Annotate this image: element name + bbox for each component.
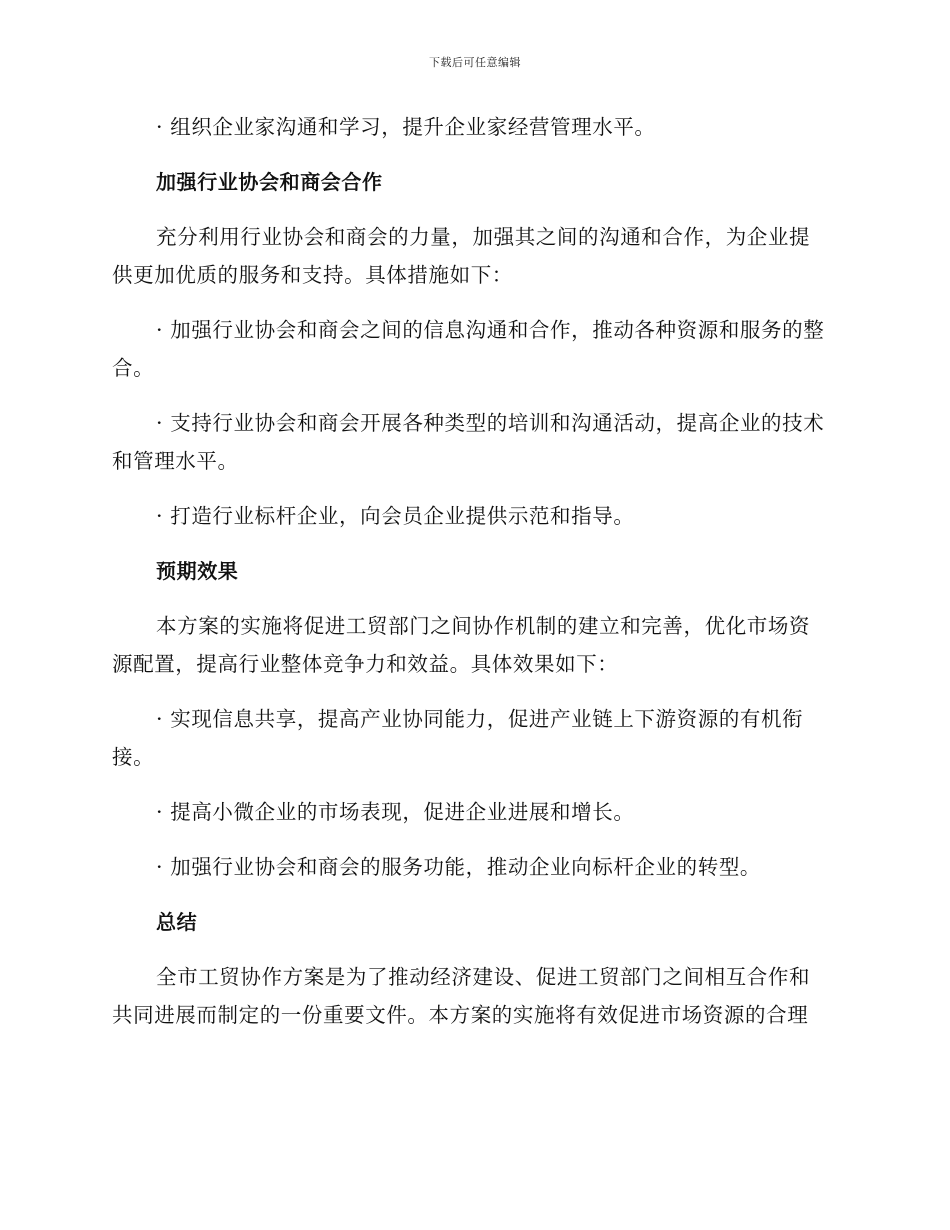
body-paragraph: 本方案的实施将促进工贸部门之间协作机制的建立和完善，优化市场资源配置，提高行业整体竞争力和效益。具体效果如下： <box>112 614 811 676</box>
section-heading: 预期效果 <box>156 559 239 583</box>
section-heading: 总结 <box>156 910 198 934</box>
bullet-paragraph: · 组织企业家沟通和学习，提升企业家经营管理水平。 <box>156 115 656 139</box>
bullet-paragraph: · 打造行业标杆企业，向会员企业提供示范和指导。 <box>156 504 635 528</box>
bullet-paragraph: · 加强行业协会和商会的服务功能，推动企业向标杆企业的转型。 <box>156 855 762 879</box>
bullet-paragraph: · 实现信息共享，提高产业协同能力，促进产业链上下游资源的有机衔接。 <box>112 707 804 769</box>
body-paragraph: 充分利用行业协会和商会的力量，加强其之间的沟通和合作，为企业提供更加优质的服务和支持。具体措施如下： <box>112 225 811 287</box>
body-paragraph: 全市工贸协作方案是为了推动经济建设、促进工贸部门之间相互合作和共同进展而制定的一份重要文件。本方案的实施将有效促进市场资源的合理 <box>112 965 811 1027</box>
document-body <box>112 108 828 1051</box>
bullet-paragraph: · 提高小微企业的市场表现，促进企业进展和增长。 <box>156 800 635 824</box>
bullet-paragraph: · 加强行业协会和商会之间的信息沟通和合作，推动各种资源和服务的整合。 <box>112 318 825 380</box>
page-header: 下载后可任意编辑 <box>429 56 521 69</box>
bullet-paragraph: · 支持行业协会和商会开展各种类型的培训和沟通活动，提高企业的技术和管理水平。 <box>112 411 825 473</box>
section-heading: 加强行业协会和商会合作 <box>156 170 383 194</box>
